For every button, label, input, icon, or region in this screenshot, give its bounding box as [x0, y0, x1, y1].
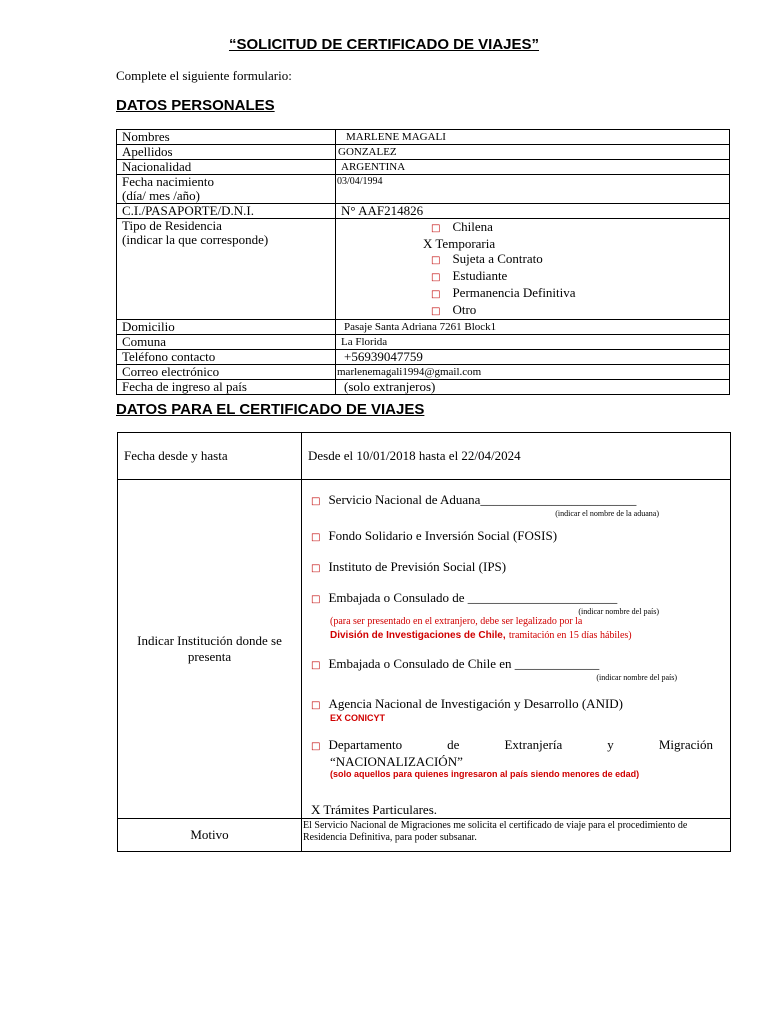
ci-field[interactable]: N° AAF214826	[336, 204, 730, 219]
checkbox-icon: □	[311, 660, 321, 671]
table-row	[117, 380, 730, 395]
checkbox-icon: □	[431, 223, 441, 234]
section-heading-certificate: DATOS PARA EL CERTIFICADO DE VIAJES	[116, 401, 425, 418]
fecha-nacimiento-field[interactable]: 03/04/1994	[336, 175, 730, 204]
checkbox-icon: □	[311, 563, 321, 574]
embajada-red-note: (para ser presentado en el extranjero, debe ser legalizado por la	[330, 616, 583, 627]
checkbox-icon: □	[311, 496, 321, 507]
table-row	[117, 335, 730, 350]
ci-label: C.I./PASAPORTE/D.N.I.	[117, 204, 336, 219]
comuna-field[interactable]: La Florida	[336, 335, 730, 350]
tipo-residencia-label	[117, 219, 336, 320]
aduana-note: (indicar el nombre de la aduana)	[555, 509, 659, 518]
motivo-label: Motivo	[118, 819, 302, 852]
tipo-label-line1: Tipo de Residencia	[122, 218, 222, 233]
departamento-note: (solo aquellos para quienes ingresaron al país siendo menores de edad)	[330, 769, 640, 779]
table-row	[117, 145, 730, 160]
fecha-desde-label: Fecha desde y hasta	[118, 433, 302, 480]
table-row	[118, 819, 731, 852]
intro-text: Complete el siguiente formulario:	[116, 68, 292, 83]
checkbox-icon: □	[311, 532, 321, 543]
ingreso-field[interactable]: (solo extranjeros)	[336, 380, 730, 395]
checkbox-icon: □	[431, 255, 441, 266]
option-otro[interactable]: □ Otro	[431, 302, 477, 317]
checkbox-icon: □	[431, 306, 441, 317]
option-ips[interactable]: □ Instituto de Previsión Social (IPS)	[311, 559, 507, 574]
tipo-residencia-options	[336, 219, 730, 320]
domicilio-label: Domicilio	[117, 320, 336, 335]
personal-data-table	[116, 129, 730, 395]
tipo-label-line2: (indicar la que corresponde)	[122, 232, 269, 247]
table-row	[118, 433, 731, 480]
table-row	[117, 130, 730, 145]
option-contrato[interactable]: □ Sujeta a Contrato	[431, 251, 543, 266]
embajada-note: (indicar nombre del país)	[578, 607, 659, 616]
fecha-nacimiento-label	[117, 175, 336, 204]
nombres-label: Nombres	[117, 130, 336, 145]
document-title: “SOLICITUD DE CERTIFICADO DE VIAJES”	[228, 36, 540, 53]
telefono-label: Teléfono contacto	[117, 350, 336, 365]
apellidos-label: Apellidos	[117, 145, 336, 160]
option-fosis[interactable]: □ Fondo Solidario e Inversión Social (FOSIS)	[311, 528, 558, 543]
nombres-field[interactable]: MARLENE MAGALI	[336, 130, 730, 145]
table-row	[117, 219, 730, 320]
option-embajada[interactable]: □ Embajada o Consulado de _______________________ (indicar nombre del país) (para ser presentado en el extranjero, debe ser legalizado por la División de Investigaciones de Chile, tramitación en 15 días hábiles)	[303, 590, 729, 642]
nacionalidad-label: Nacionalidad	[117, 160, 336, 175]
departamento-line: □ Departamento de Extranjería y Migración	[311, 737, 713, 752]
checkbox-icon: □	[431, 272, 441, 283]
option-estudiante[interactable]: □ Estudiante	[431, 268, 508, 283]
option-anid[interactable]: □ Agencia Nacional de Investigación y Desarrollo (ANID) EX CONICYT	[303, 696, 729, 723]
table-row	[117, 350, 730, 365]
nacionalidad-field[interactable]: ARGENTINA	[336, 160, 730, 175]
option-tramites[interactable]: X Trámites Particulares.	[311, 802, 438, 817]
option-temporaria[interactable]: X Temporaria	[423, 236, 496, 251]
option-embajada-chile[interactable]: □ Embajada o Consulado de Chile en _____________ (indicar nombre del país)	[303, 656, 729, 682]
fecha-label-line2: (día/ mes /año)	[122, 188, 200, 203]
table-row	[117, 365, 730, 380]
option-chilena[interactable]: □ Chilena	[431, 219, 493, 234]
option-departamento[interactable]	[303, 737, 729, 780]
correo-field[interactable]: marlenemagali1994@gmail.com	[336, 365, 730, 380]
table-row	[117, 160, 730, 175]
table-row	[118, 480, 731, 819]
table-row	[117, 320, 730, 335]
checkbox-icon: □	[431, 289, 441, 300]
table-row	[117, 175, 730, 204]
telefono-field[interactable]: +56939047759	[336, 350, 730, 365]
institucion-options	[302, 480, 731, 819]
fecha-label-line1: Fecha nacimiento	[122, 174, 215, 189]
comuna-label: Comuna	[117, 335, 336, 350]
departamento-line2: “NACIONALIZACIÓN”	[330, 754, 463, 769]
apellidos-field[interactable]: GONZALEZ	[336, 145, 730, 160]
fecha-desde-field[interactable]: Desde el 10/01/2018 hasta el 22/04/2024	[302, 433, 731, 480]
option-definitiva[interactable]: □ Permanencia Definitiva	[431, 285, 576, 300]
anid-note: EX CONICYT	[330, 713, 386, 723]
motivo-field[interactable]: El Servicio Nacional de Migraciones me solicita el certificado de viaje para el procedimiento de Residencia Definitiva, para poder subsanar.	[302, 819, 731, 852]
checkbox-icon: □	[311, 700, 321, 711]
ingreso-label: Fecha de ingreso al país	[117, 380, 336, 395]
option-aduana[interactable]: □ Servicio Nacional de Aduana________________________ (indicar el nombre de la aduana)	[303, 492, 729, 518]
certificate-data-table	[117, 432, 731, 852]
chile-note: (indicar nombre del país)	[596, 673, 677, 682]
section-heading-personal: DATOS PERSONALES	[116, 97, 275, 114]
institucion-label: Indicar Institución donde se presenta	[118, 480, 302, 819]
embajada-red-note-2: División de Investigaciones de Chile, tramitación en 15 días hábiles)	[330, 630, 632, 641]
table-row	[117, 204, 730, 219]
correo-label: Correo electrónico	[117, 365, 336, 380]
domicilio-field[interactable]: Pasaje Santa Adriana 7261 Block1	[336, 320, 730, 335]
checkbox-icon: □	[311, 594, 321, 605]
checkbox-icon: □	[311, 741, 321, 752]
